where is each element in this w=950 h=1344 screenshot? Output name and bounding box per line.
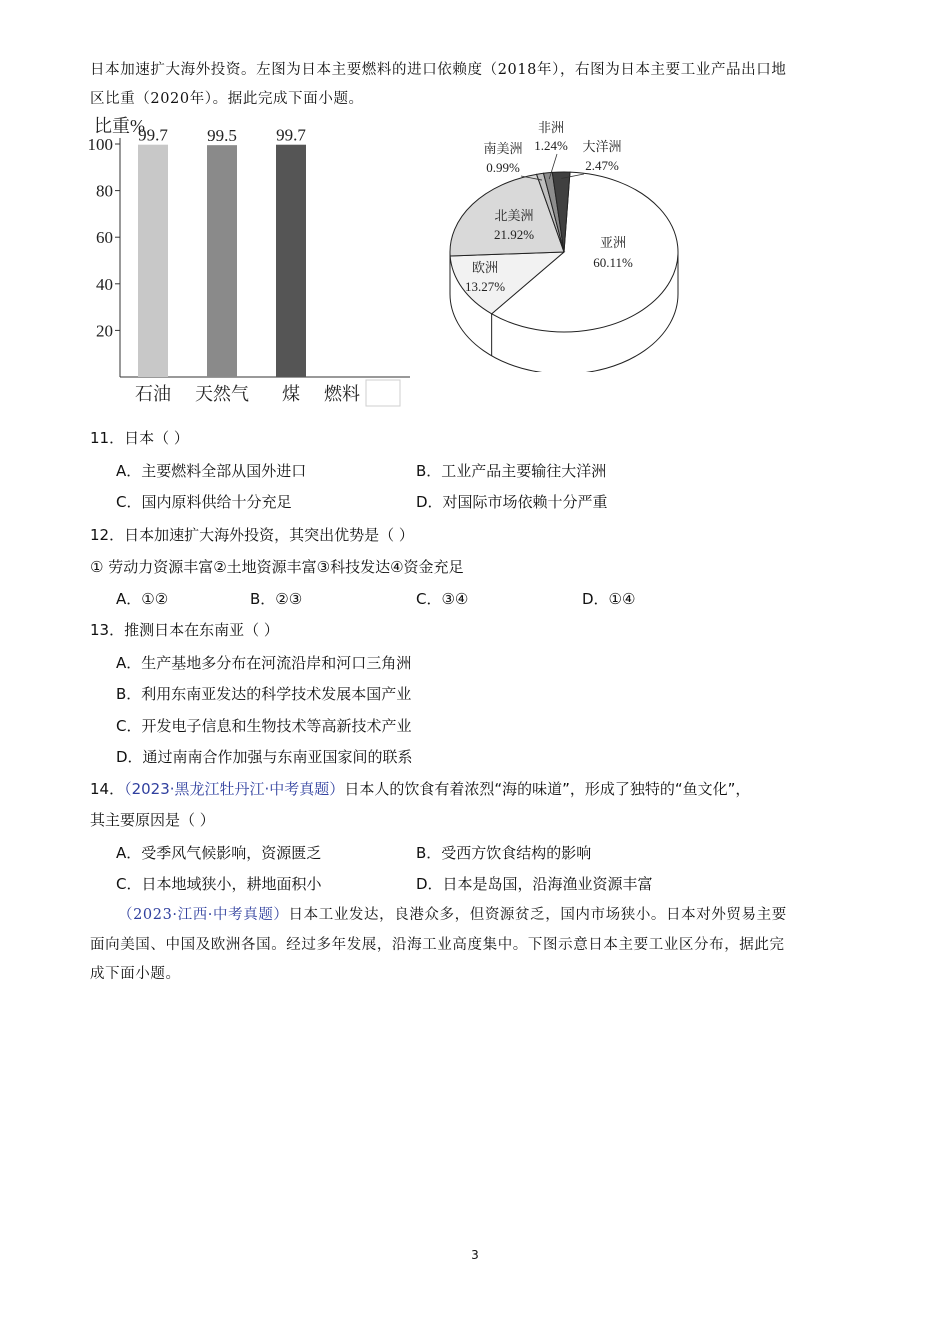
- bar-value-label: 99.5: [207, 126, 237, 146]
- pie-label-name: 欧洲: [471, 260, 499, 275]
- bar-xlabel: 燃料: [324, 384, 360, 404]
- q11-option-d[interactable]: D．对国际市场依赖十分严重: [416, 493, 608, 511]
- pie-slices: [450, 172, 678, 332]
- q14-number: 14．: [90, 780, 125, 798]
- passage2-line-1: [118, 905, 787, 925]
- bar-value-label: 99.7: [276, 125, 306, 145]
- pie-label-value: 13.27%: [464, 279, 506, 294]
- q14-stem-text: 日本人的饮食有着浓烈“海的味道”，形成了独特的“鱼文化”，: [344, 780, 751, 798]
- export-region-pie-chart: [440, 112, 700, 372]
- passage2-line-3: 成下面小题。: [90, 966, 181, 982]
- bar-2: [207, 145, 237, 377]
- q13-option-c[interactable]: C．开发电子信息和生物技术等高新技术产业: [116, 717, 412, 735]
- fuel-import-bar-chart: [80, 112, 420, 412]
- bar-marks: [135, 126, 306, 404]
- q14-source-link[interactable]: （2023·黑龙江牡丹江·中考真题）: [124, 780, 345, 798]
- q12-option-c[interactable]: C．③④: [416, 590, 469, 608]
- q12-option-a[interactable]: A．①②: [116, 590, 169, 608]
- pie-label-value: 0.99%: [486, 160, 520, 175]
- bar-axis: [88, 135, 411, 377]
- pie-label-name: 非洲: [537, 120, 565, 135]
- q12-items: ① 劳动力资源丰富②土地资源丰富③科技发达④资金充足: [90, 558, 464, 576]
- bar-y-tick-label: 100: [87, 135, 113, 154]
- q14-stem-line-2: 其主要原因是（ ）: [90, 811, 215, 829]
- q14-option-c[interactable]: C．日本地域狭小，耕地面积小: [116, 875, 322, 893]
- q11-stem: 11．日本（ ）: [90, 429, 189, 447]
- pie-label-name: 大洋洲: [582, 139, 622, 154]
- bar-y-tick-label: 80: [96, 181, 113, 201]
- q13-option-b[interactable]: B．利用东南亚发达的科学技术发展本国产业: [116, 685, 412, 703]
- page-number: 3: [471, 1248, 479, 1262]
- q14-stem-line-1: [90, 779, 750, 799]
- bar-y-tick-label: 60: [96, 228, 113, 248]
- intro-line-1: 日本加速扩大海外投资。左图为日本主要燃料的进口依赖度（2018年），右图为日本主要工业产品出口地: [90, 62, 787, 78]
- q13-option-d[interactable]: D．通过南南合作加强与东南亚国家间的联系: [116, 748, 413, 766]
- intro-line-2: 区比重（2020年）。据此完成下面小题。: [90, 91, 364, 107]
- bar-y-tick-label: 40: [96, 274, 113, 294]
- pie-label-name: 南美洲: [483, 141, 523, 156]
- q12-option-d[interactable]: D．①④: [582, 590, 636, 608]
- bar-1: [138, 145, 168, 377]
- q13-stem: 13．推测日本在东南亚（ ）: [90, 621, 279, 639]
- passage2-text-1: 日本工业发达，良港众多，但资源贫乏，国内市场狭小。日本对外贸易主要: [288, 907, 787, 923]
- bar-category-label: 石油: [135, 384, 171, 404]
- q11-option-a[interactable]: A．主要燃料全部从国外进口: [116, 462, 307, 480]
- pie-label-value: 2.47%: [585, 158, 619, 173]
- pie-label-value: 1.24%: [534, 138, 568, 153]
- bar-category-label: 煤: [282, 384, 300, 404]
- q11-option-b[interactable]: B．工业产品主要输往大洋洲: [416, 462, 607, 480]
- bar-ylabel: 比重%: [94, 116, 145, 136]
- q13-option-a[interactable]: A．生产基地多分布在河流沿岸和河口三角洲: [116, 654, 412, 672]
- bar-y-tick-label: 20: [96, 321, 113, 341]
- blank-answer-box: [366, 380, 400, 406]
- pie-label-name: 北美洲: [494, 208, 534, 223]
- passage2-line-2: 面向美国、中国及欧洲各国。经过多年发展，沿海工业高度集中。下图示意日本主要工业区分布，据此完: [90, 937, 785, 953]
- bar-category-label: 天然气: [195, 384, 249, 404]
- passage2-source-link[interactable]: （2023·江西·中考真题）: [118, 907, 289, 923]
- pie-label-value: 60.11%: [593, 255, 633, 270]
- q11-option-c[interactable]: C．国内原料供给十分充足: [116, 493, 292, 511]
- q12-stem: 12．日本加速扩大海外投资，其突出优势是（ ）: [90, 526, 414, 544]
- q12-option-b[interactable]: B．②③: [250, 590, 303, 608]
- q14-option-d[interactable]: D．日本是岛国，沿海渔业资源丰富: [416, 875, 653, 893]
- pie-label-name: 亚洲: [599, 235, 627, 250]
- pie-label-value: 21.92%: [493, 227, 535, 242]
- q14-option-a[interactable]: A．受季风气候影响，资源匮乏: [116, 844, 322, 862]
- bar-value-label: 99.7: [138, 125, 168, 145]
- bar-3: [276, 145, 306, 377]
- q14-option-b[interactable]: B．受西方饮食结构的影响: [416, 844, 592, 862]
